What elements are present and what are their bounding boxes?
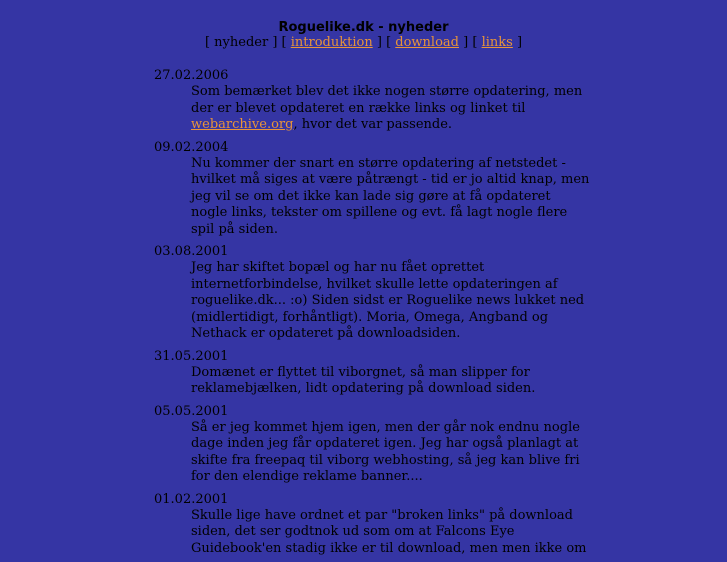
nav-bracket-open: [ (204, 35, 211, 50)
news-text: Domænet er flyttet til viborgnet, så man slipper for reklamebjælken, lidt opdatering på download siden. (191, 364, 536, 396)
nav-bracket-close: ] (376, 35, 382, 50)
nav-link-introduktion[interactable]: introduktion (290, 35, 373, 50)
news-text: Skulle lige have ordnet et par "broken links" på download siden, det ser godtnok ud som om at Falcons Eye Guidebook'en stadig ikke er til download, men men ikke om (191, 507, 587, 556)
nav-bracket-open: [ (386, 35, 392, 50)
nav-link-download[interactable]: download (395, 35, 459, 50)
news-entry (154, 243, 584, 343)
webarchive-link[interactable]: webarchive.org (191, 117, 294, 132)
news-text-after: , hvor det var passende. (293, 117, 453, 132)
news-date: 31.05.2001 (154, 348, 229, 364)
news-date: 27.02.2006 (154, 68, 229, 83)
news-entry (154, 348, 584, 398)
news-text: Jeg har skiftet bopæl og har nu fået oprettet internetforbindelse, hvilket skulle lette opdateringen af roguelike.dk... :o) Siden sidst er Roguelike news lukket ned (midlertidigt, forhåntligt). Moria, Omega, Angband og Nethack er opdateret på downloadsiden. (191, 260, 585, 341)
news-text-before: Som bemærket blev det ikke nogen større opdatering, men der er blevet opdateret en række links og linket til (191, 84, 583, 116)
news-date: 09.02.2004 (154, 139, 229, 155)
nav-bracket-open: [ (472, 35, 478, 50)
nav-bracket-close: ] (463, 35, 469, 50)
page-header (0, 20, 727, 51)
news-entry (154, 403, 584, 486)
news-list (154, 67, 590, 562)
nav-item-nyheder: nyheder (214, 35, 269, 50)
news-entry (154, 67, 584, 134)
news-text: Så er jeg kommet hjem igen, men der går nok endnu nogle dage inden jeg får opdateret igen. Jeg har også planlagt at skifte fra freepaq til viborg webhosting, så jeg kan blive fri for den elendige reklame banner.... (191, 419, 580, 484)
nav-bracket-open: [ (281, 35, 287, 50)
nav-bracket-close: ] (272, 35, 278, 50)
news-date: 05.05.2001 (154, 403, 229, 419)
nav-bracket-close: ] (516, 35, 523, 50)
news-date: 03.08.2001 (154, 244, 229, 259)
news-date: 01.02.2001 (154, 491, 229, 507)
page-title: Roguelike.dk - nyheder (278, 20, 449, 35)
news-entry (154, 491, 587, 558)
news-text (191, 84, 591, 134)
nav-link-links[interactable]: links (481, 35, 513, 50)
nav-bar (0, 34, 727, 51)
news-text: Nu kommer der snart en større opdatering af netstedet - hvilket må siges at være påtrængt - tid er jo altid knap, men jeg vil se om det ikke kan lade sig gøre at få opdateret nogle links, tekster om spillene og evt. få lagt nogle flere spil på siden. (191, 155, 590, 237)
news-entry (154, 139, 590, 239)
